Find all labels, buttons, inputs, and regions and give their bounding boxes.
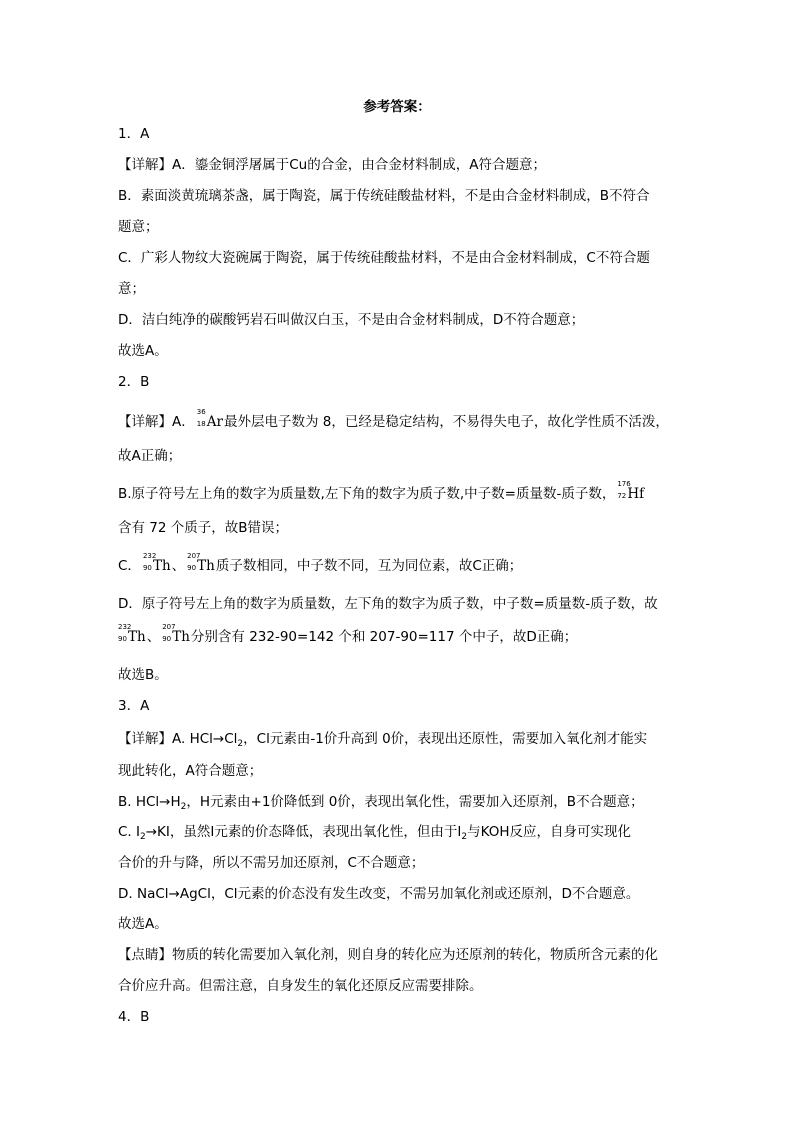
q3-b-prefix: B. HCl→H: [118, 794, 181, 810]
q3-note-line2: 合价应升高。但需注意，自身发生的氧化还原反应需要排除。: [118, 978, 483, 994]
th207-mass-number: 207: [162, 623, 176, 631]
hf-atomic-number: 72: [617, 492, 627, 500]
q3-option-a-line2: 现此转化，A符合题意；: [118, 763, 263, 779]
hf-mass-number: 176: [617, 480, 631, 488]
q3-option-a-line1: [118, 730, 647, 748]
q2-conclusion: 故选B。: [118, 667, 168, 683]
th207-symbol: Th: [172, 629, 190, 645]
q1-option-a: [118, 156, 546, 174]
q2-option-d-line2: [118, 623, 578, 646]
q3-c-middle: →KI，虽然I元素的价态降低，表现出氧化性，但由于I: [145, 824, 462, 840]
q3-option-c-line2: 合价的升与降，所以不需另加还原剂，C不合题意；: [118, 855, 425, 871]
isotope-th207: [162, 623, 190, 646]
q3-a-text: ，Cl元素由-1价升高到 0价，表现出还原性，需要加入氧化剂才能实: [243, 731, 648, 747]
q3-option-d: D. NaCl→AgCl，Cl元素的价态没有发生改变，不需另加氧化剂或还原剂，D不合题意。: [118, 886, 640, 902]
q3-conclusion: 故选A。: [118, 916, 168, 932]
q1-option-b-line2: 题意；: [118, 219, 159, 235]
q2-b-text: B.原子符号左上角的数字为质量数,左下角的数字为质子数,中子数=质量数-质子数，: [118, 486, 616, 502]
detail-label: 【详解】: [118, 731, 172, 747]
separator: 、: [146, 629, 161, 645]
q2-c-text: 质子数相同，中子数不同，互为同位素，故C正确；: [215, 558, 523, 574]
q2-d-text: 分别含有 232-90=142 个和 207-90=117 个中子，故D正确；: [190, 629, 578, 645]
isotope-ar: [196, 408, 223, 431]
subscript: 2: [180, 802, 187, 812]
q1-option-d: D．洁白纯净的碳酸钙岩石叫做汉白玉，不是由合金材料制成，D不符合题意；: [118, 312, 585, 328]
detail-label: 【详解】: [118, 414, 172, 430]
subscript: 2: [140, 832, 146, 842]
q4-number: 4．B: [118, 1009, 150, 1025]
th207-atomic-number: 90: [162, 635, 172, 643]
ar-symbol: Ar: [206, 414, 223, 430]
q2-a-prefix: A．: [172, 414, 195, 430]
q2-a-text: 最外层电子数为 8，已经是稳定结构，不易得失电子，故化学性质不活泼，: [223, 414, 669, 430]
th207-atomic-number: 90: [187, 564, 197, 572]
detail-label: 【详解】: [118, 157, 172, 173]
q1-a-text: A．鎏金铜浮屠属于Cu的合金，由合金材料制成，A符合题意；: [172, 157, 546, 173]
q2-option-b-line1: [118, 480, 645, 503]
q2-option-b-line2: 含有 72 个质子，故B错误；: [118, 520, 289, 536]
subscript: 2: [461, 832, 468, 842]
q3-option-b: [118, 793, 644, 811]
q3-note-text: 物质的转化需要加入氧化剂，则自身的转化应为还原剂的转化，物质所含元素的化: [172, 947, 658, 963]
th232-atomic-number: 90: [118, 635, 127, 643]
q3-c-text: 与KOH反应，自身可实现化: [467, 824, 631, 840]
q2-option-a-line1: [118, 408, 669, 431]
hf-symbol: Hf: [627, 486, 645, 502]
q1-number: 1．A: [118, 126, 150, 142]
th232-atomic-number: 90: [142, 564, 152, 572]
q3-b-text: ，H元素由+1价降低到 0价，表现出氧化性，需要加入还原剂，B不合题意；: [186, 794, 644, 810]
q2-option-d-line1: D．原子符号左上角的数字为质量数，左下角的数字为质子数，中子数=质量数-质子数，故: [118, 596, 658, 612]
q2-c-prefix: C．: [118, 558, 141, 574]
note-label: 【点睛】: [118, 947, 172, 963]
th232-mass-number: 232: [142, 552, 157, 560]
q1-option-b-line1: B．素面淡黄琉璃茶盏，属于陶瓷，属于传统硅酸盐材料，不是由合金材料制成，B不符合: [118, 188, 650, 204]
th207-mass-number: 207: [187, 552, 201, 560]
isotope-th232: [118, 623, 146, 646]
q3-option-c-line1: [118, 823, 631, 841]
q3-number: 3．A: [118, 698, 150, 714]
q2-number: 2．B: [118, 374, 150, 390]
subscript: 2: [237, 739, 244, 749]
page-title: 参考答案：: [363, 99, 431, 115]
th232-symbol: Th: [128, 629, 146, 645]
separator: 、: [171, 558, 186, 574]
isotope-th232: [142, 552, 171, 575]
q3-note-line1: [118, 946, 658, 964]
q1-option-c-line1: C．广彩人物纹大瓷碗属于陶瓷，属于传统硅酸盐材料，不是由合金材料制成，C不符合题: [118, 250, 650, 266]
q1-option-c-line2: 意；: [118, 281, 145, 297]
ar-mass-number: 36: [196, 408, 206, 416]
th207-symbol: Th: [197, 558, 215, 574]
q3-c-prefix: C. I: [118, 824, 140, 840]
q2-option-c: [118, 552, 523, 575]
th232-mass-number: 232: [118, 623, 132, 631]
q3-a-prefix: A. HCl→Cl: [172, 731, 238, 747]
q2-option-a-line2: 故A正确；: [118, 448, 182, 464]
q1-conclusion: 故选A。: [118, 343, 168, 359]
th232-symbol: Th: [152, 558, 171, 574]
isotope-th207: [187, 552, 215, 575]
ar-atomic-number: 18: [196, 420, 206, 428]
isotope-hf: [617, 480, 645, 503]
